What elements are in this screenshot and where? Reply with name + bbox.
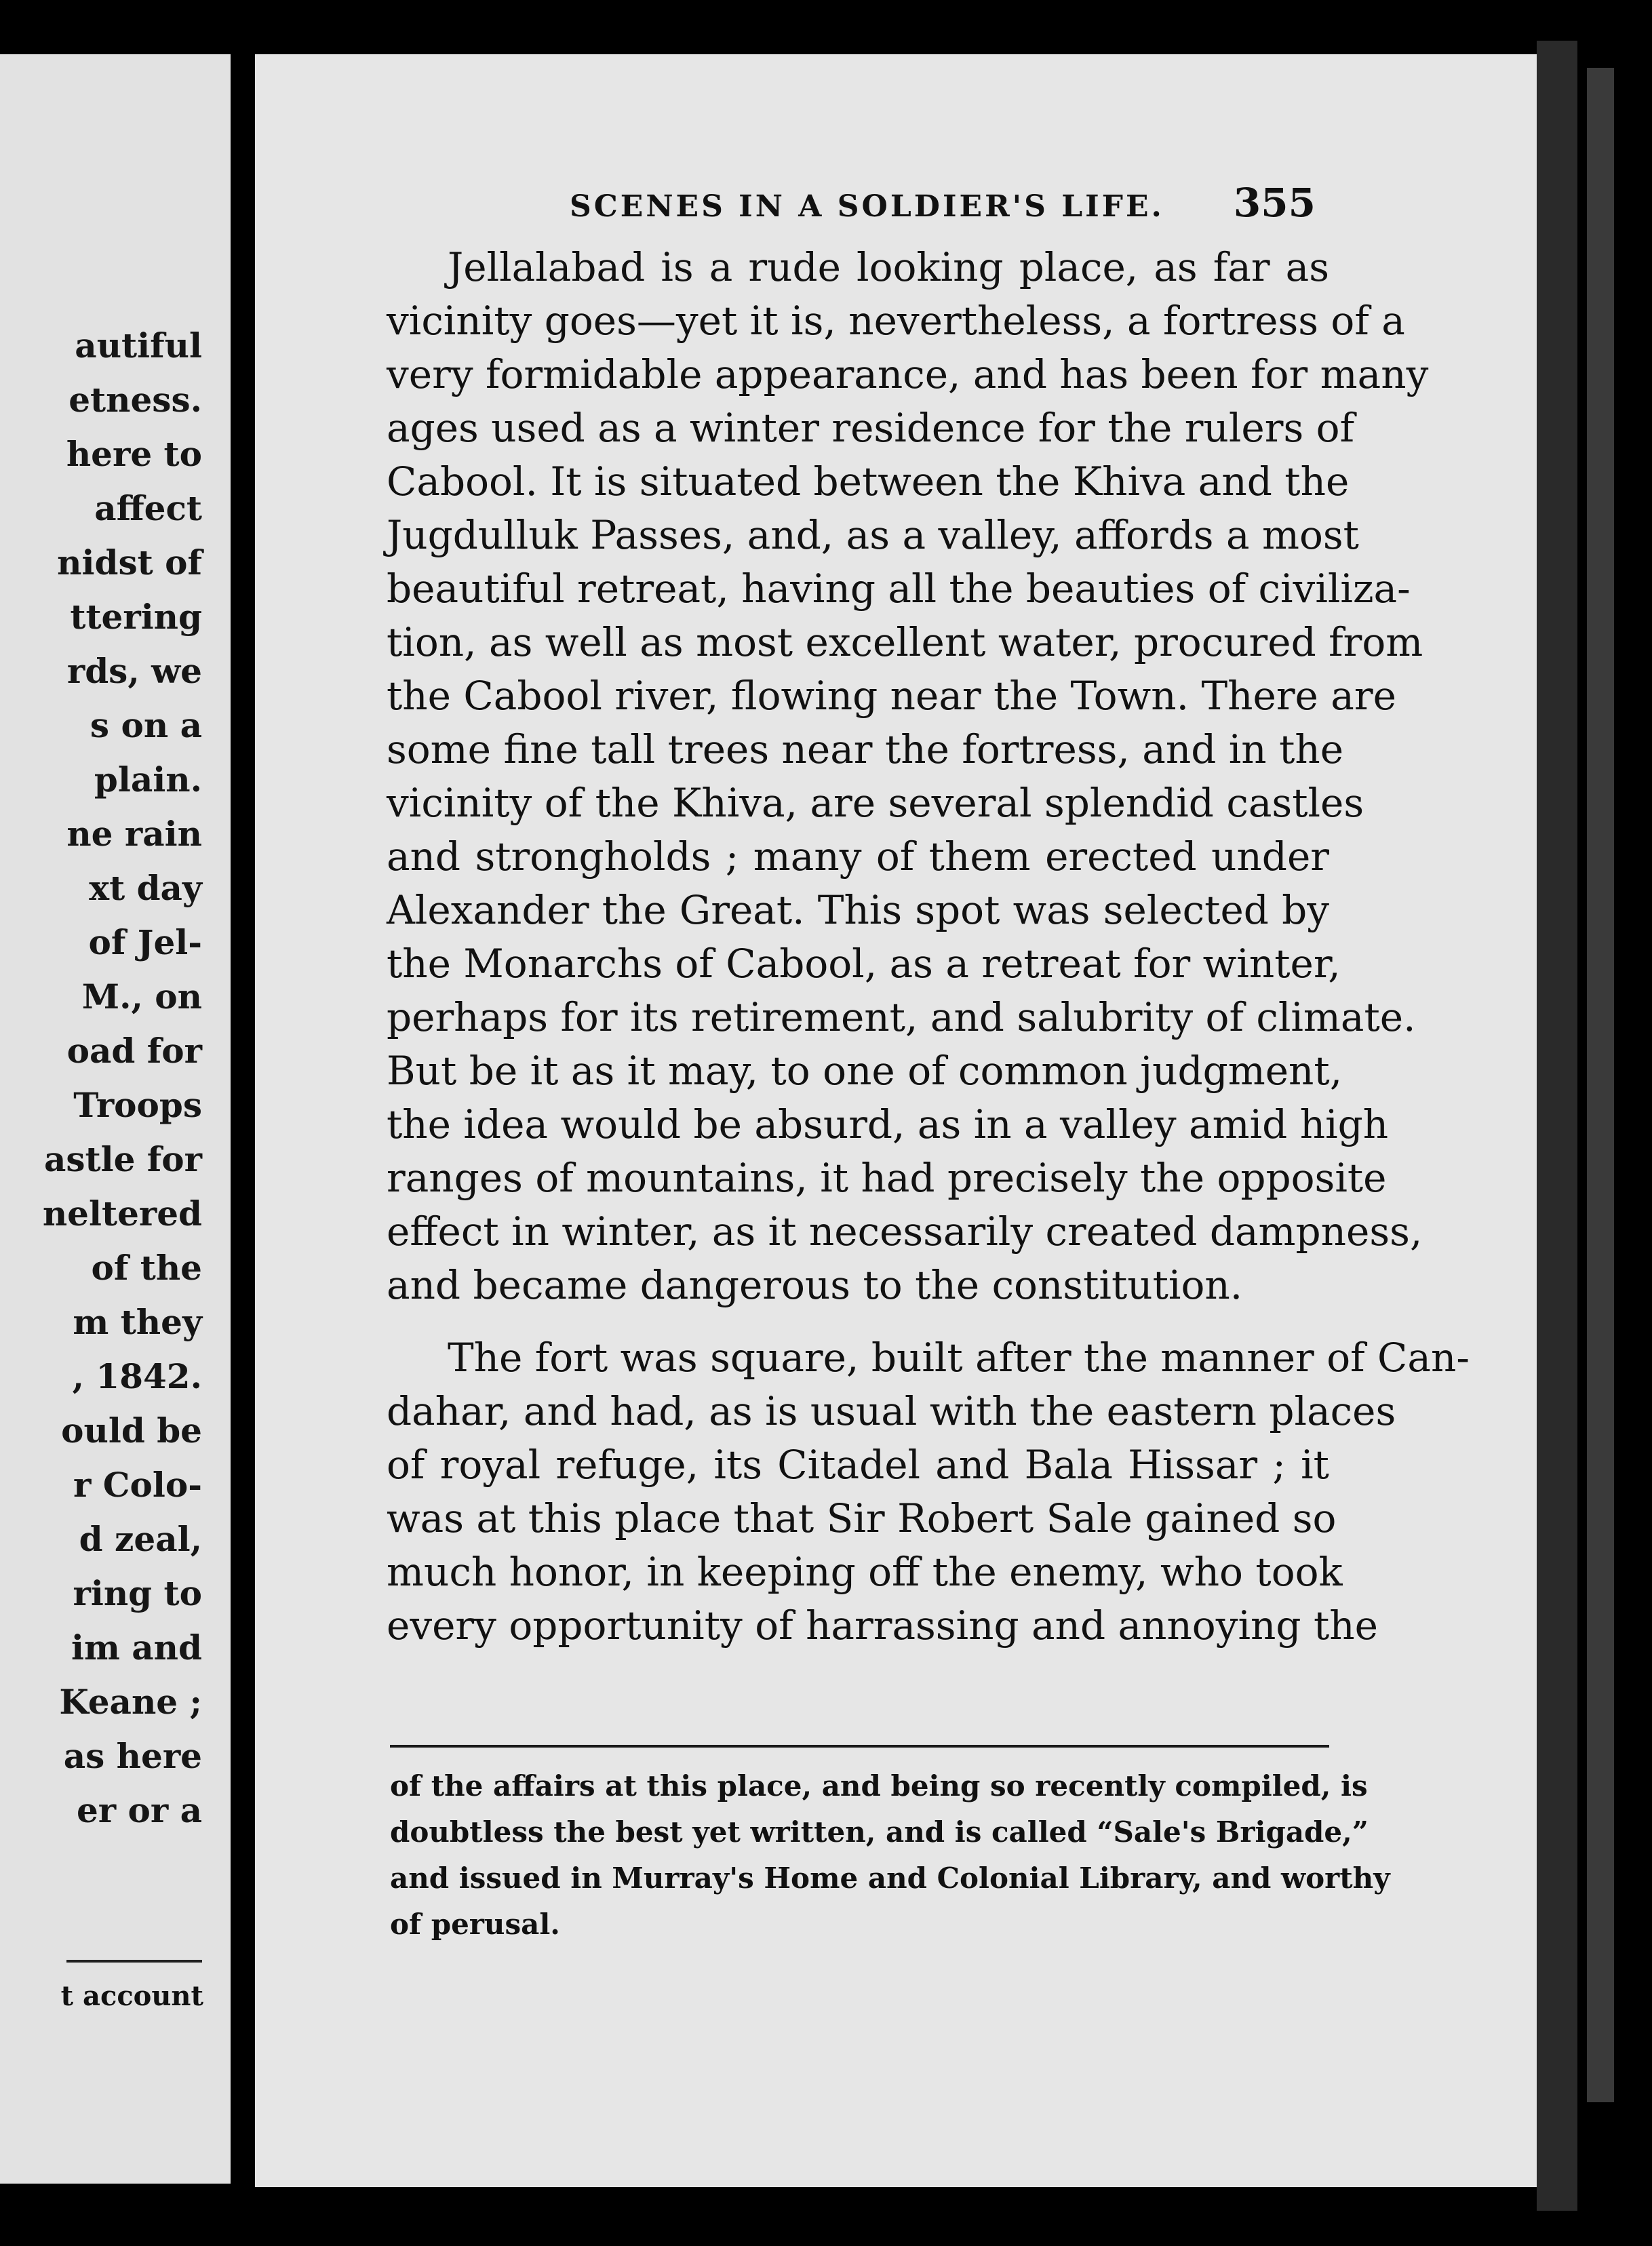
text-line: dahar, and had, as is usual with the eastern places	[387, 1388, 1396, 1434]
footnote-line: and issued in Murray's Home and Colonial Library, and worthy	[390, 1861, 1390, 1895]
left-line: autiful	[75, 326, 202, 366]
left-line: ne rain	[66, 814, 202, 854]
left-footnote-rule	[66, 1960, 202, 1963]
text-line: beautiful retreat, having all the beauties of civiliza-	[387, 566, 1411, 612]
text-line: effect in winter, as it necessarily created dampness,	[387, 1208, 1423, 1255]
left-line: M., on	[81, 977, 202, 1017]
left-page-text	[43, 319, 202, 1838]
text-line: Alexander the Great. This spot was selected by	[387, 887, 1329, 933]
left-line: r Colo-	[73, 1465, 202, 1505]
body-text	[387, 241, 1470, 1653]
text-line: ranges of mountains, it had precisely the opposite	[387, 1155, 1387, 1201]
left-line: Keane ;	[59, 1682, 202, 1722]
text-line: the idea would be absurd, as in a valley amid high	[387, 1101, 1389, 1147]
text-line: every opportunity of harrassing and annoying the	[387, 1602, 1378, 1649]
text-line: much honor, in keeping off the enemy, who took	[387, 1549, 1343, 1595]
left-line: er or a	[76, 1790, 202, 1830]
footnote	[390, 1763, 1390, 1948]
left-line: ould be	[61, 1411, 202, 1451]
paragraph-2	[387, 1331, 1470, 1653]
text-line: and became dangerous to the constitution.	[387, 1262, 1243, 1308]
gutter-divider	[231, 54, 255, 2211]
left-line: rds, we	[66, 651, 202, 691]
text-line: was at this place that Sir Robert Sale gained so	[387, 1495, 1337, 1541]
text-line: ages used as a winter residence for the rulers of	[387, 405, 1355, 451]
left-line: m they	[73, 1302, 202, 1342]
text-line: and strongholds ; many of them erected under	[387, 833, 1329, 880]
page-number: 355	[1233, 180, 1316, 226]
left-line: nidst of	[57, 543, 202, 583]
left-line: ttering	[70, 597, 202, 637]
left-line: s on a	[90, 705, 202, 745]
left-line: here to	[66, 434, 202, 474]
left-line: affect	[94, 488, 202, 528]
text-line: tion, as well as most excellent water, procured from	[387, 619, 1423, 665]
page-edge	[1537, 41, 1577, 2211]
text-line: vicinity of the Khiva, are several splendid castles	[387, 780, 1364, 826]
text-line: the Cabool river, flowing near the Town. There are	[387, 673, 1396, 719]
text-line: perhaps for its retirement, and salubrity of climate.	[387, 994, 1416, 1040]
left-line: d zeal,	[79, 1519, 202, 1559]
running-title: SCENES IN A SOLDIER'S LIFE.	[570, 189, 1164, 224]
page-edge	[1587, 68, 1614, 2102]
left-line: astle for	[43, 1139, 202, 1179]
paragraph-1	[387, 241, 1429, 1312]
left-line: as here	[63, 1736, 202, 1776]
left-page	[0, 54, 231, 2184]
running-head	[312, 180, 1316, 226]
left-line: xt day	[89, 868, 202, 908]
text-line: Jugdulluk Passes, and, as a valley, affords a most	[387, 512, 1359, 558]
text-line: some fine tall trees near the fortress, and in the	[387, 726, 1344, 772]
left-footnote: t account	[60, 1980, 203, 2012]
footnote-line: of the affairs at this place, and being so recently compiled, is	[390, 1769, 1368, 1802]
text-line: But be it as it may, to one of common judgment,	[387, 1048, 1343, 1094]
left-line: oad for	[66, 1031, 202, 1071]
text-line: vicinity goes—yet it is, nevertheless, a fortress of a	[387, 298, 1405, 344]
left-line: etness.	[68, 380, 202, 420]
footnote-line: of perusal.	[390, 1908, 560, 1941]
left-line: ring to	[73, 1573, 202, 1613]
footnote-rule	[390, 1745, 1329, 1748]
left-line: im and	[71, 1628, 202, 1668]
left-line: neltered	[42, 1194, 202, 1234]
left-line: plain.	[94, 760, 202, 800]
left-line: of the	[91, 1248, 202, 1288]
text-line: The fort was square, built after the manner of Can-	[448, 1335, 1470, 1381]
footnote-line: doubtless the best yet written, and is called “Sale's Brigade,”	[390, 1815, 1369, 1849]
text-line: the Monarchs of Cabool, as a retreat for winter,	[387, 941, 1341, 987]
left-line: of Jel-	[88, 922, 202, 962]
paragraph-gap	[387, 1312, 1329, 1331]
left-line: , 1842.	[72, 1356, 202, 1396]
text-line: of royal refuge, its Citadel and Bala Hissar ; it	[387, 1442, 1329, 1488]
text-line: Jellalabad is a rude looking place, as far as	[448, 244, 1329, 290]
text-line: Cabool. It is situated between the Khiva and the	[387, 458, 1350, 505]
text-line: very formidable appearance, and has been for many	[387, 351, 1429, 397]
left-line: Troops	[73, 1085, 202, 1125]
